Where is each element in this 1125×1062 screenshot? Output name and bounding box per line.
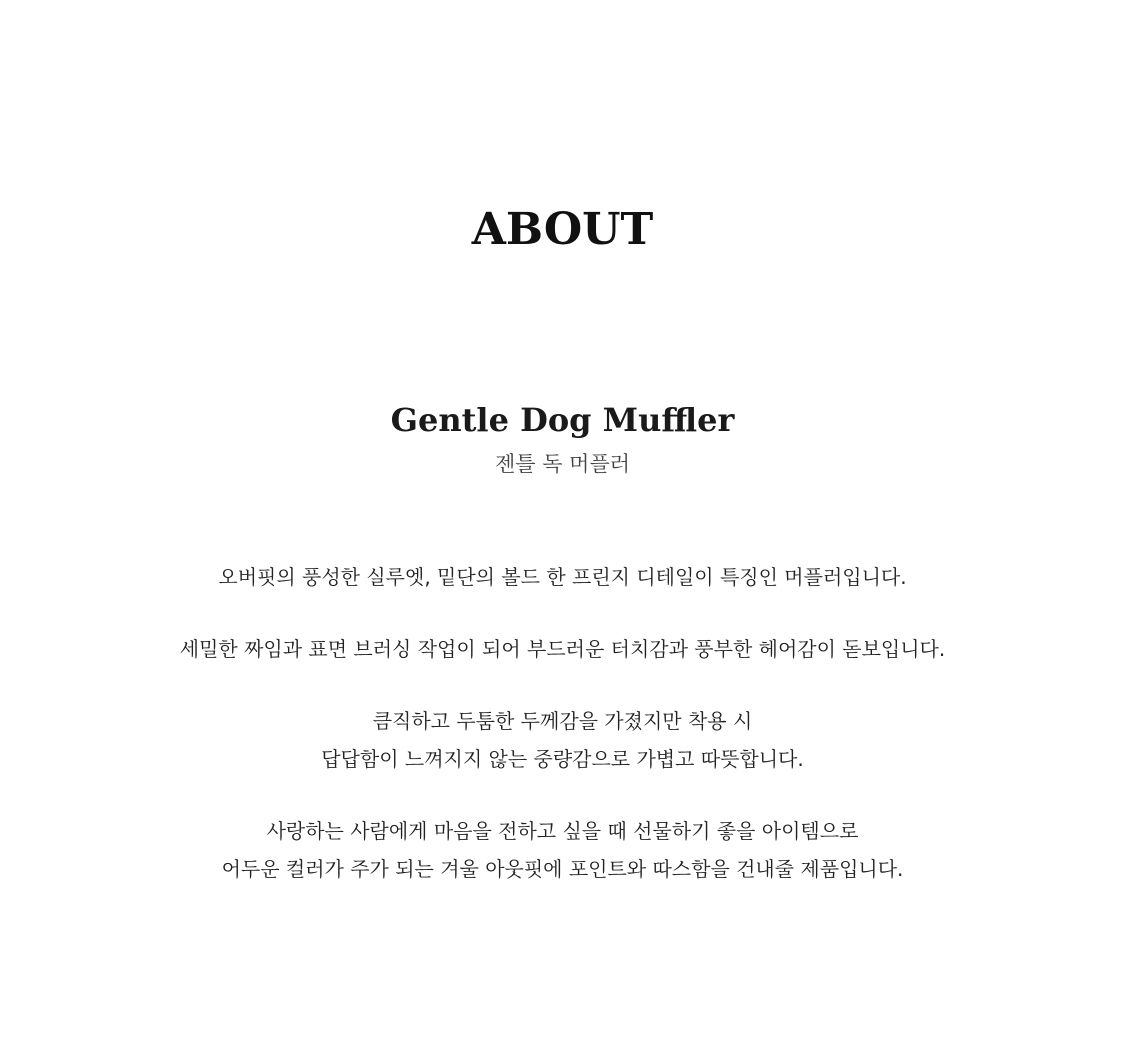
- description-line: 어두운 컬러가 주가 되는 겨울 아웃핏에 포인트와 따스함을 건내줄 제품입니다.: [221, 857, 904, 881]
- description-line: 오버핏의 풍성한 실루엣, 밑단의 볼드 한 프린지 디테일이 특징인 머플러입니다.: [218, 565, 907, 589]
- product-name-korean: 젠틀 독 머플러: [494, 452, 631, 476]
- description-line: 큼직하고 두툼한 두께감을 가졌지만 착용 시: [372, 709, 753, 733]
- product-name: Gentle Dog Muffler: [390, 401, 735, 439]
- description-paragraph: [0, 630, 1125, 668]
- description-paragraph: [0, 702, 1125, 778]
- section-title: ABOUT: [471, 204, 654, 255]
- description-line: 사랑하는 사람에게 마음을 전하고 싶을 때 선물하기 좋을 아이템으로: [266, 819, 859, 843]
- description-line: 세밀한 짜임과 표면 브러싱 작업이 되어 부드러운 터치감과 풍부한 헤어감이 돋보입니다.: [179, 637, 946, 661]
- description-paragraph: [0, 558, 1125, 596]
- description-line: 답답함이 느껴지지 않는 중량감으로 가볍고 따뜻합니다.: [321, 747, 804, 771]
- product-description: [0, 558, 1125, 922]
- description-paragraph: [0, 812, 1125, 888]
